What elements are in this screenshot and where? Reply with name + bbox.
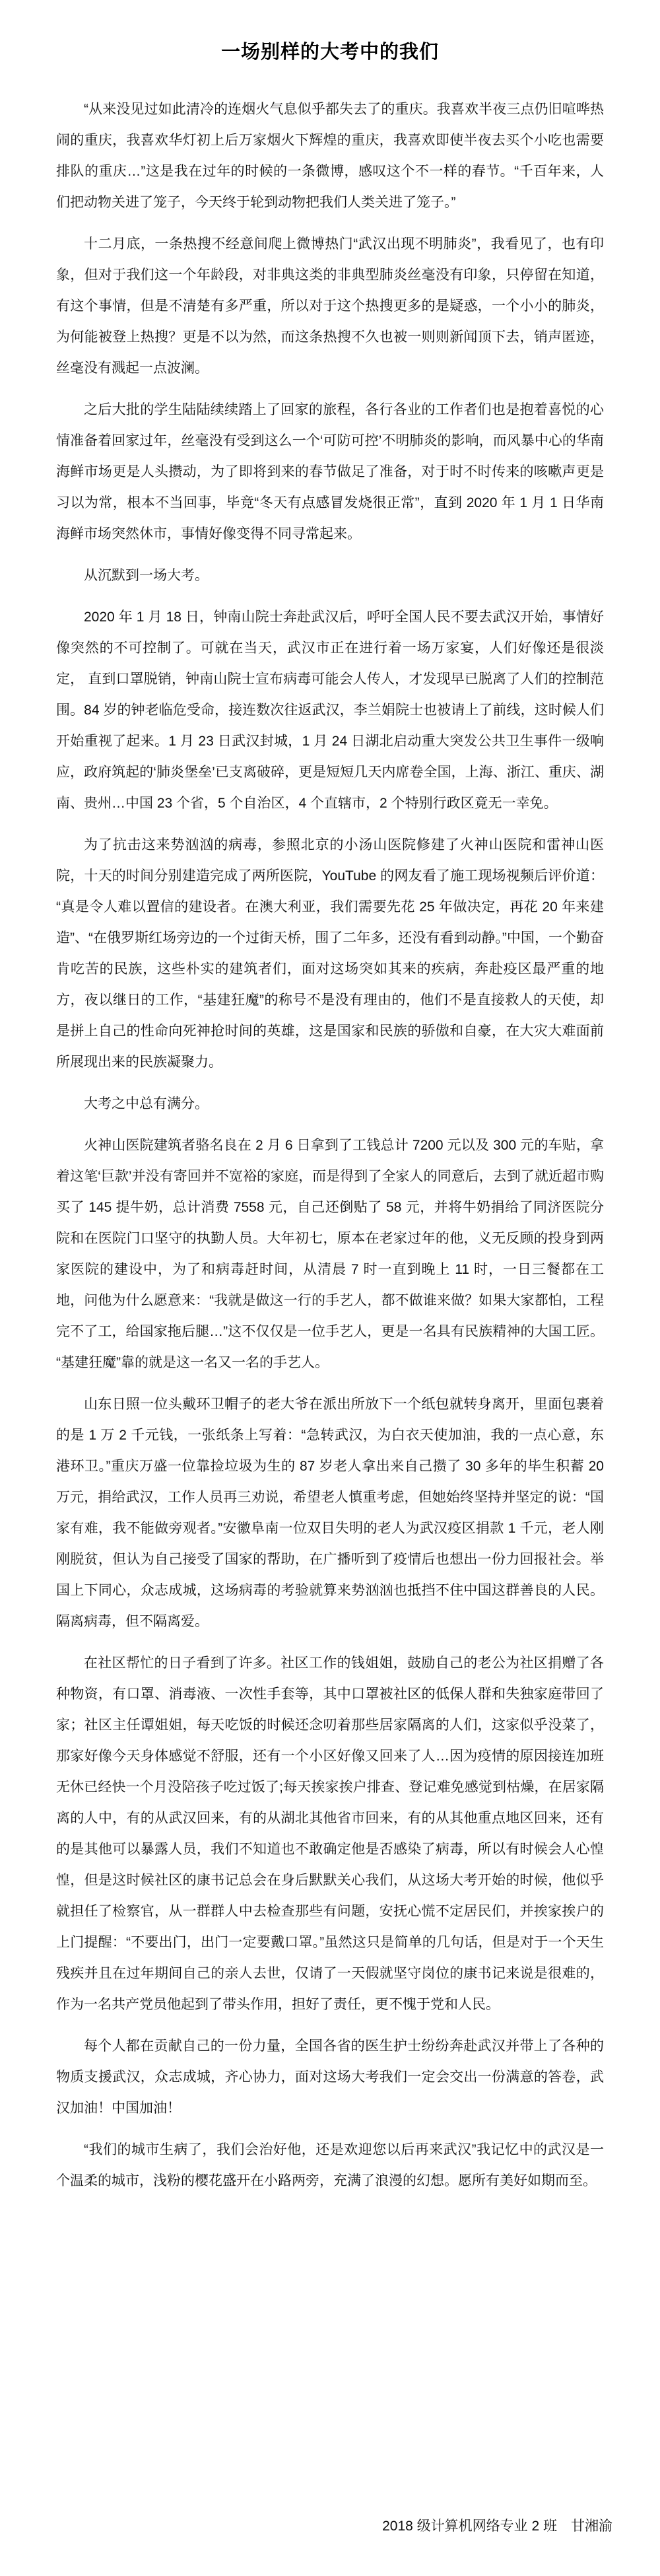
essay-paragraph: 火神山医院建筑者骆名良在 2 月 6 日拿到了工钱总计 7200 元以及 300 元的车贴，拿着这笔‘巨款’并没有寄回并不宽裕的家庭，而是得到了全家人的同意后，去到了就近超市购买了 145 提牛奶，总计消费 7558 元，自己还倒贴了 58 元，并将牛奶捐给了同济医院分院和在医院门口坚守的执勤人员。大年初七，原本在老家过年的他，义无反顾的投身到两家医院的建设中，为了和病毒赶时间，从清晨 7 时一直到晚上 11 时，一日三餐都在工地，问他为什么愿意来：“我就是做这一行的手艺人，都不做谁来做？如果大家都怕，工程完不了工，给国家拖后腿…”这不仅仅是一位手艺人，更是一名具有民族精神的大国工匠。“基建狂魔”靠的就是这一名又一名的手艺人。	[56, 1138, 604, 1371]
essay-paragraph: 在社区帮忙的日子看到了许多。社区工作的钱姐姐，鼓励自己的老公为社区捐赠了各种物资，有口罩、消毒液、一次性手套等，其中口罩被社区的低保人群和失独家庭带回了家；社区主任谭姐姐，每天吃饭的时候还念叨着那些居家隔离的人们，这家似乎没菜了，那家好像今天身体感觉不舒服，还有一个小区好像又回来了人…因为疫情的原因接连加班无休已经快一个月没陪孩子吃过饭了;每天挨家挨户排查、登记难免感觉到枯燥，在居家隔离的人中，有的从武汉回来，有的从湖北其他省市回来，有的从其他重点地区回来，还有的是其他可以暴露人员，我们不知道也不敢确定他是否感染了病毒，所以有时候会人心惶惶，但是这时候社区的康书记总会在身后默默关心我们，从这场大考开始的时候，他似乎就担任了检察官，从一群群人中去检查那些有问题，安抚心慌不定居民们，并挨家挨户的上门提醒：“不要出门，出门一定要戴口罩。”虽然这只是简单的几句话，但是对于一个天生残疾并且在过年期间自己的亲人去世，仅请了一天假就坚守岗位的康书记来说是很难的，作为一名共产党员他起到了带头作用，担好了责任，更不愧于党和人民。	[56, 1655, 604, 2013]
essay-paragraph: 山东日照一位头戴环卫帽子的老大爷在派出所放下一个纸包就转身离开，里面包裹着的是 1 万 2 千元钱，一张纸条上写着：“急转武汉，为白衣天使加油，我的一点心意，东港环卫。”重庆万盛一位靠捡垃圾为生的 87 岁老人拿出来自己攒了 30 多年的毕生积蓄 20 万元，捐给武汉，工作人员再三劝说，希望老人慎重考虑，但她始终坚持并坚定的说：“国家有难，我不能做旁观者。”安徽阜南一位双目失明的老人为武汉疫区捐款 1 千元，老人刚刚脱贫，但认为自己接受了国家的帮助，在广播听到了疫情后也想出一份力回报社会。举国上下同心，众志成城，这场病毒的考验就算来势汹汹也抵挡不住中国这群善良的人民。隔离病毒，但不隔离爱。	[56, 1397, 604, 1630]
essay-paragraph: “从来没见过如此清冷的连烟火气息似乎都失去了的重庆。我喜欢半夜三点仍旧喧哗热闹的重庆，我喜欢华灯初上后万家烟火下辉煌的重庆，我喜欢即使半夜去买个小吃也需要排队的重庆…”这是我在过年的时候的一条微博，感叹这个不一样的春节。“千百年来，人们把动物关进了笼子，今天终于轮到动物把我们人类关进了笼子。”	[56, 102, 604, 211]
essay-paragraph: 2020 年 1 月 18 日，钟南山院士奔赴武汉后，呼吁全国人民不要去武汉开始，事情好像突然的不可控制了。可就在当天，武汉市正在进行着一场万家宴，人们好像还是很淡定， 直到口罩脱销，钟南山院士宣布病毒可能会人传人，才发现早已脱离了人们的控制范围。84 岁的钟老临危受命，接连数次往返武汉，李兰娟院士也被请上了前线，这时候人们开始重视了起来。1 月 23 日武汉封城，1 月 24 日湖北启动重大突发公共卫生事件一级响应，政府筑起的‘肺炎堡垒’已支离破碎，更是短短几天内席卷全国，上海、浙江、重庆、湖南、贵州…中国 23 个省，5 个自治区，4 个直辖市，2 个特别行政区竟无一幸免。	[56, 609, 604, 812]
essay-body	[56, 94, 604, 2196]
essay-paragraph: 每个人都在贡献自己的一份力量，全国各省的医生护士纷纷奔赴武汉并带上了各种的物质支援武汉，众志成城，齐心协力，面对这场大考我们一定会交出一份满意的答卷，武汉加油！中国加油！	[56, 2038, 604, 2116]
essay-paragraph: 从沉默到一场大考。	[84, 568, 209, 584]
essay-paragraph: 为了抗击这来势汹汹的病毒，参照北京的小汤山医院修建了火神山医院和雷神山医院，十天的时间分别建造完成了两所医院，YouTube 的网友看了施工现场视频后评价道：“真是令人难以置信的建设者。在澳大利亚，我们需要先花 25 年做决定，再花 20 年来建造”、“在俄罗斯红场旁边的一个过街天桥，围了二年多，还没有看到动静。”中国，一个勤奋肯吃苦的民族，这些朴实的建筑者们，面对这场突如其来的疾病，奔赴疫区最严重的地方，夜以继日的工作，“基建狂魔”的称号不是没有理由的，他们不是直接救人的天使，却是拼上自己的性命向死神抢时间的英雄，这是国家和民族的骄傲和自豪，在大灾大难面前所展现出来的民族凝聚力。	[56, 837, 604, 1070]
author-signature: 2018 级计算机网络专业 2 班 甘湘渝	[382, 2519, 612, 2534]
essay-paragraph: “我们的城市生病了，我们会治好他，还是欢迎您以后再来武汉”我记忆中的武汉是一个温柔的城市，浅粉的樱花盛开在小路两旁，充满了浪漫的幻想。愿所有美好如期而至。	[56, 2142, 604, 2189]
essay-paragraph: 之后大批的学生陆陆续续踏上了回家的旅程，各行各业的工作者们也是抱着喜悦的心情准备着回家过年，丝毫没有受到这么一个‘可防可控’不明肺炎的影响，而风暴中心的华南海鲜市场更是人头攒动，为了即将到来的春节做足了准备，对于时不时传来的咳嗽声更是习以为常，根本不当回事，毕竟“冬天有点感冒发烧很正常”，直到 2020 年 1 月 1 日华南海鲜市场突然休市，事情好像变得不同寻常起来。	[56, 402, 604, 542]
essay-paragraph: 十二月底，一条热搜不经意间爬上微博热门“武汉出现不明肺炎”，我看见了，也有印象，但对于我们这一个年龄段，对非典这类的非典型肺炎丝毫没有印象，只停留在知道，有这个事情，但是不清楚有多严重，所以对于这个热搜更多的是疑惑，一个小小的肺炎，为何能被登上热搜？更是不以为然，而这条热搜不久也被一则则新闻顶下去，销声匿迹，丝毫没有溅起一点波澜。	[56, 236, 604, 376]
essay-paragraph: 大考之中总有满分。	[84, 1096, 209, 1112]
document-title: 一场别样的大考中的我们	[220, 42, 439, 63]
